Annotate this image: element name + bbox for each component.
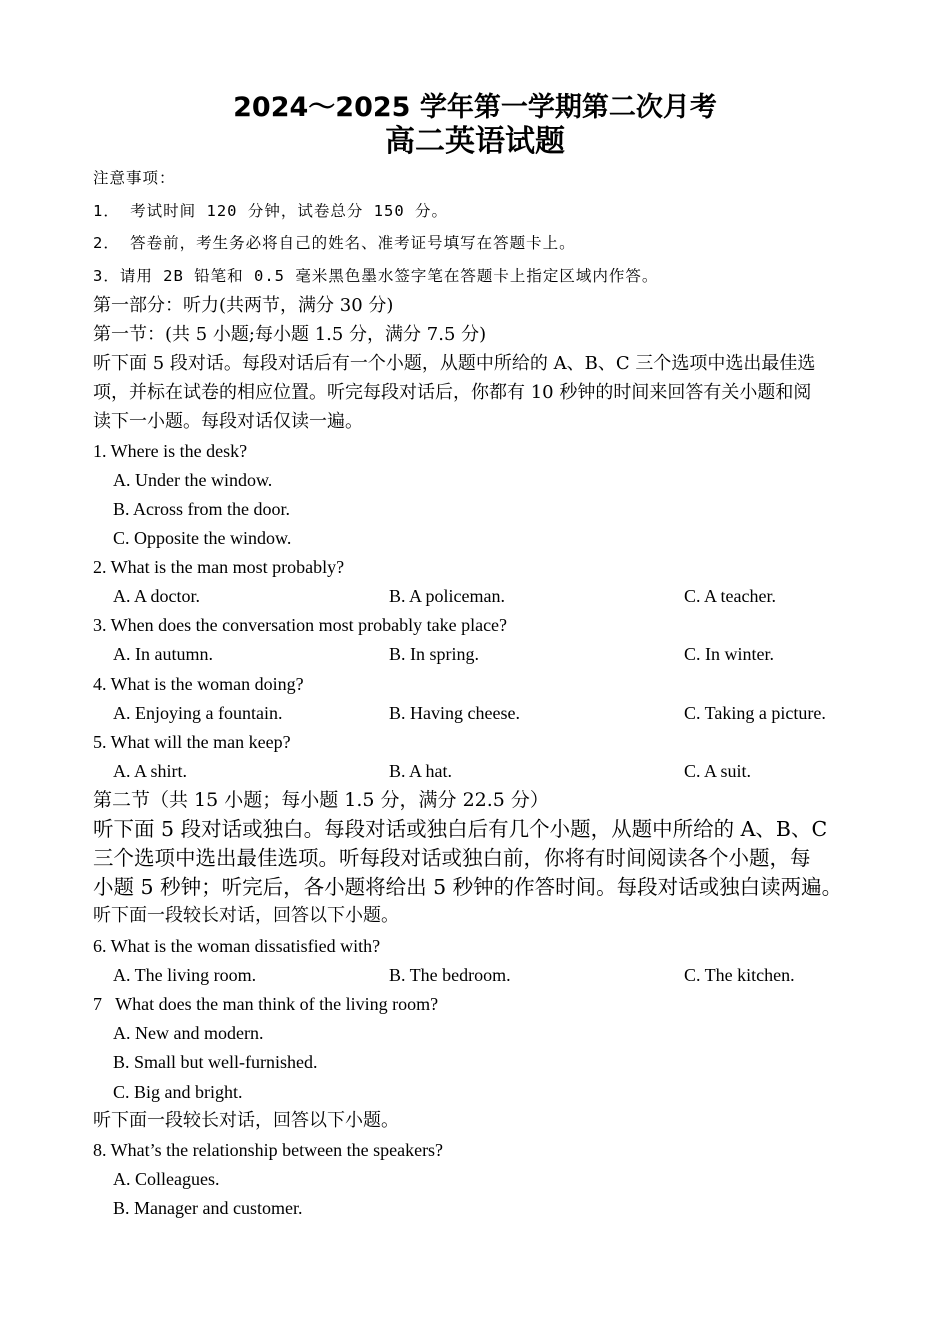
q3-option-c: C. In winter. — [684, 644, 774, 664]
q8-option-a: A. Colleagues. — [113, 1169, 220, 1189]
q5-option-c: C. A suit. — [684, 761, 752, 781]
q3-option-a: A. In autumn. — [113, 644, 213, 664]
question-8: 8. What’s the relationship between the speakers? — [93, 1140, 444, 1160]
question-1: 1. Where is the desk? — [93, 441, 248, 461]
section1-heading: 第一节：(共 5 小题;每小题 1.5 分，满分 7.5 分) — [93, 324, 487, 345]
notice-item-2: 2． 答卷前，考生务必将自己的姓名、准考证号填写在答题卡上。 — [93, 234, 576, 252]
notice-item-1: 1． 考试时间 120 分钟，试卷总分 150 分。 — [93, 202, 448, 220]
question-4: 4. What is the woman doing? — [93, 674, 304, 694]
q4-option-c: C. Taking a picture. — [684, 703, 826, 723]
q4-option-b: B. Having cheese. — [389, 703, 520, 723]
dialog-intro-1: 听下面一段较长对话，回答以下小题。 — [93, 905, 399, 926]
q1-option-b: B. Across from the door. — [113, 499, 290, 519]
q6-option-c: C. The kitchen. — [684, 965, 795, 985]
q5-option-b: B. A hat. — [389, 761, 453, 781]
notice-heading: 注意事项： — [93, 169, 176, 187]
question-2: 2. What is the man most probably? — [93, 557, 345, 577]
section2-instruction-1: 听下面 5 段对话或独白。每段对话或独白后有几个小题，从题中所给的 A、B、C — [93, 817, 828, 841]
dialog-intro-2: 听下面一段较长对话，回答以下小题。 — [93, 1110, 399, 1131]
section2-instruction-3: 小题 5 秒钟；听完后，各小题将给出 5 秒钟的作答时间。每段对话或独白读两遍。 — [93, 875, 843, 899]
section1-instruction-1: 听下面 5 段对话。每段对话后有一个小题，从题中所给的 A、B、C 三个选项中选出最佳选 — [93, 353, 816, 374]
q6-option-b: B. The bedroom. — [389, 965, 511, 985]
section2-heading: 第二节（共 15 小题；每小题 1.5 分，满分 22.5 分） — [93, 789, 549, 811]
q7-option-a: A. New and modern. — [113, 1023, 264, 1043]
part1-heading: 第一部分：听力(共两节，满分 30 分) — [93, 295, 394, 316]
q2-option-c: C. A teacher. — [684, 586, 776, 606]
q2-option-a: A. A doctor. — [113, 586, 201, 606]
q3-option-b: B. In spring. — [389, 644, 479, 664]
question-3: 3. When does the conversation most probably take place? — [93, 615, 508, 635]
exam-subtitle: 高二英语试题 — [385, 124, 565, 159]
q7-option-b: B. Small but well-furnished. — [113, 1052, 318, 1072]
section1-instruction-3: 读下一小题。每段对话仅读一遍。 — [93, 411, 363, 432]
question-6: 6. What is the woman dissatisfied with? — [93, 936, 381, 956]
notice-item-3: 3．请用 2B 铅笔和 0.5 毫米黑色墨水签字笔在答题卡上指定区域内作答。 — [93, 267, 659, 285]
q6-option-a: A. The living room. — [113, 965, 257, 985]
exam-title: 2024～2025 学年第一学期第二次月考 — [233, 92, 717, 123]
q5-option-a: A. A shirt. — [113, 761, 188, 781]
q1-option-c: C. Opposite the window. — [113, 528, 292, 548]
q2-option-b: B. A policeman. — [389, 586, 505, 606]
q8-option-b: B. Manager and customer. — [113, 1198, 303, 1218]
section2-instruction-2: 三个选项中选出最佳选项。听每段对话或独白前，你将有时间阅读各个小题，每 — [93, 846, 811, 870]
section1-instruction-2: 项，并标在试卷的相应位置。听完每段对话后，你都有 10 秒钟的时间来回答有关小题和阅 — [93, 382, 812, 403]
question-5: 5. What will the man keep? — [93, 732, 291, 752]
q7-option-c: C. Big and bright. — [113, 1082, 243, 1102]
q4-option-a: A. Enjoying a fountain. — [113, 703, 283, 723]
q1-option-a: A. Under the window. — [113, 470, 273, 490]
question-7: 7 What does the man think of the living room? — [93, 994, 439, 1014]
